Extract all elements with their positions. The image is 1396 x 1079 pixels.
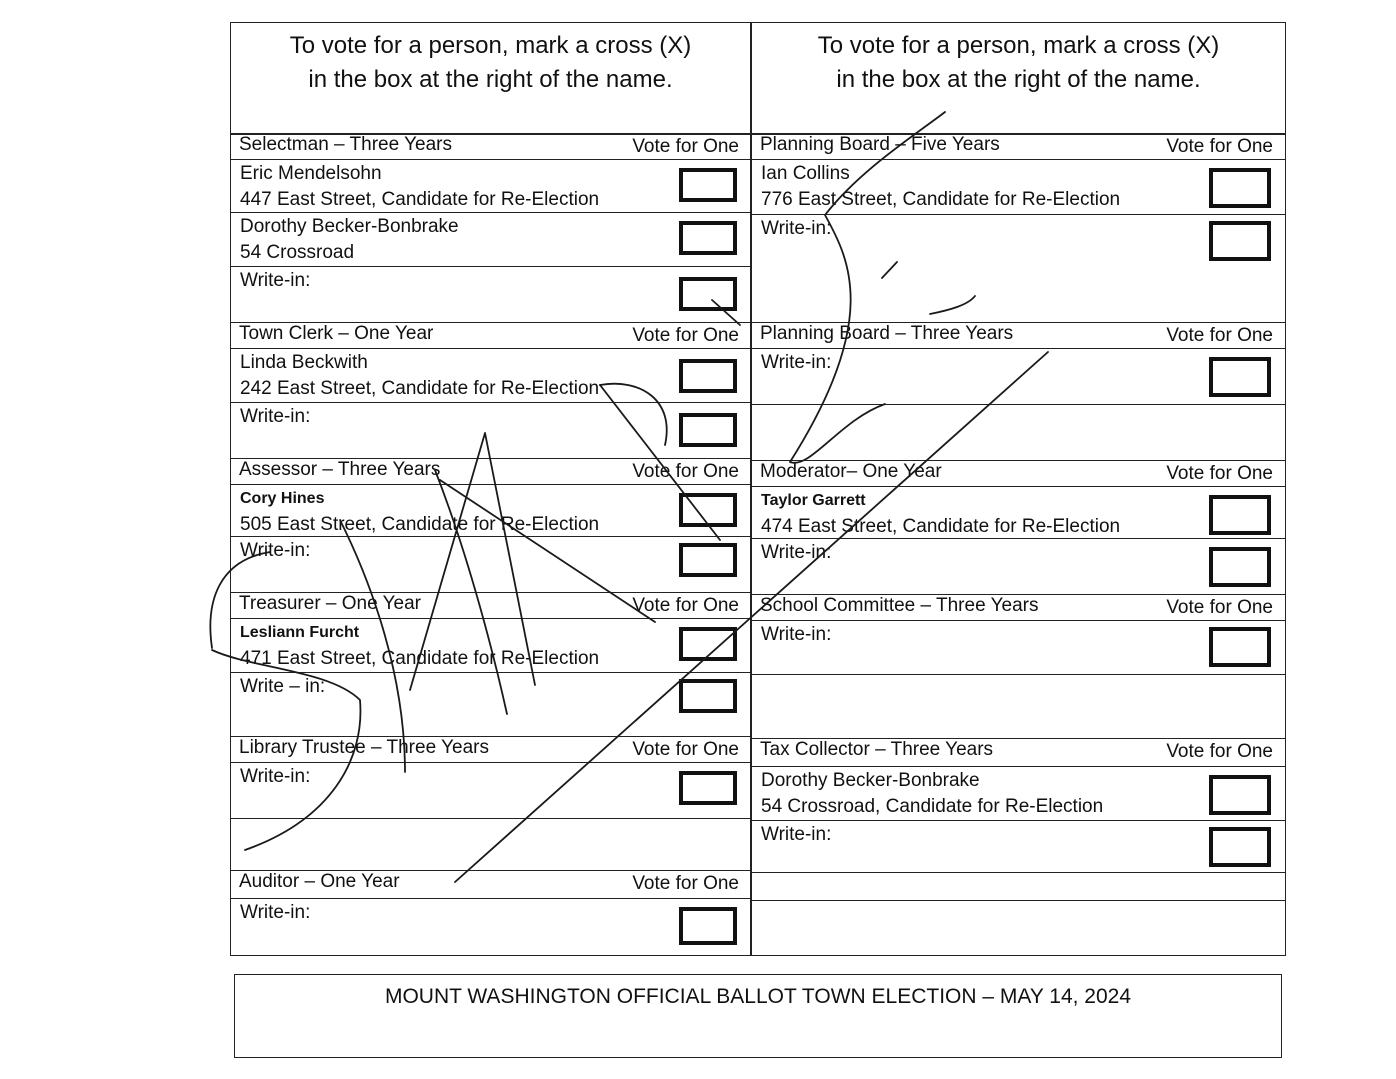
instructions-right-line2: in the box at the right of the name. [836, 66, 1201, 93]
write-in-row-planning-board-five [752, 215, 1285, 323]
candidate-row-ian-collins [752, 160, 1285, 215]
write-in-row-treasurer [231, 673, 751, 737]
vote-box-eric-mendelsohn[interactable] [679, 168, 737, 202]
vote-box-town-clerk-write-in[interactable] [679, 413, 737, 447]
candidate-name: Eric Mendelsohn [240, 163, 382, 184]
planning-board-five-header [752, 134, 1285, 160]
school-committee-header [752, 595, 1285, 621]
ballot-title: MOUNT WASHINGTON OFFICIAL BALLOT TOWN ELECTION – MAY 14, 2024 [384, 985, 1132, 1008]
candidate-detail: 505 East Street, Candidate for Re-Election [240, 514, 600, 535]
vote-for-label: Vote for One [1166, 463, 1273, 484]
office-title: School Committee – Three Years [760, 595, 1039, 616]
write-in-label: Write-in: [240, 902, 311, 923]
vote-box-taylor-garrett[interactable] [1209, 495, 1271, 535]
vote-for-label: Vote for One [632, 136, 739, 157]
office-title: Moderator– One Year [760, 461, 942, 482]
blank-row [752, 675, 1285, 739]
candidate-row-linda-beckwith [231, 349, 751, 403]
write-in-label: Write-in: [240, 540, 311, 561]
vote-box-moderator-write-in[interactable] [1209, 547, 1271, 587]
blank-row [752, 873, 1285, 901]
office-title: Library Trustee – Three Years [239, 737, 489, 758]
write-in-label: Write-in: [240, 766, 311, 787]
write-in-label: Write-in: [761, 218, 832, 239]
candidate-name: Lesliann Furcht [240, 624, 360, 641]
instructions-left-line2: in the box at the right of the name. [308, 66, 673, 93]
candidate-row-dorothy-becker-bonbrake-tax [752, 767, 1285, 821]
vote-box-planning-board-three-write-in[interactable] [1209, 357, 1271, 397]
vote-box-selectman-write-in[interactable] [679, 277, 737, 311]
instructions-left [231, 29, 750, 97]
write-in-row-town-clerk [231, 403, 751, 459]
vote-box-linda-beckwith[interactable] [679, 359, 737, 393]
write-in-label: Write-in: [240, 406, 311, 427]
write-in-row-assessor [231, 537, 751, 593]
candidate-name: Taylor Garrett [761, 492, 866, 509]
candidate-row-dorothy-becker-bonbrake [231, 213, 751, 267]
candidate-detail: 242 East Street, Candidate for Re-Election [240, 378, 600, 399]
office-title: Auditor – One Year [239, 871, 400, 892]
moderator-header [752, 461, 1285, 487]
ballot-footer [234, 974, 1282, 1058]
vote-for-label: Vote for One [1166, 136, 1273, 157]
vote-box-auditor-write-in[interactable] [679, 907, 737, 945]
candidate-detail: 776 East Street, Candidate for Re-Election [761, 189, 1121, 210]
candidate-detail: 54 Crossroad [240, 242, 355, 263]
candidate-row-taylor-garrett [752, 487, 1285, 539]
write-in-row-moderator [752, 539, 1285, 595]
write-in-label: Write – in: [240, 676, 326, 697]
candidate-name: Dorothy Becker-Bonbrake [240, 216, 459, 237]
candidate-name: Ian Collins [761, 163, 850, 184]
blank-row [231, 819, 751, 871]
write-in-label: Write-in: [761, 624, 832, 645]
vote-box-lesliann-furcht[interactable] [679, 627, 737, 661]
office-title: Planning Board – Three Years [760, 323, 1014, 344]
vote-box-treasurer-write-in[interactable] [679, 679, 737, 713]
tax-collector-header [752, 739, 1285, 767]
office-title: Tax Collector – Three Years [760, 739, 994, 760]
candidate-row-eric-mendelsohn [231, 160, 751, 213]
vote-box-cory-hines[interactable] [679, 493, 737, 527]
office-title: Town Clerk – One Year [239, 323, 434, 344]
instructions-left-line1: To vote for a person, mark a cross (X) [289, 32, 692, 59]
write-in-row-school-committee [752, 621, 1285, 675]
candidate-row-cory-hines [231, 485, 751, 537]
library-trustee-header [231, 737, 751, 763]
vote-for-label: Vote for One [632, 739, 739, 760]
write-in-label: Write-in: [761, 352, 832, 373]
vote-for-label: Vote for One [1166, 741, 1273, 762]
candidate-detail: 474 East Street, Candidate for Re-Election [761, 516, 1121, 537]
vote-for-label: Vote for One [632, 461, 739, 482]
treasurer-header [231, 593, 751, 619]
vote-for-label: Vote for One [632, 325, 739, 346]
office-title: Planning Board – Five Years [760, 134, 1000, 155]
vote-for-label: Vote for One [632, 873, 739, 894]
write-in-row-library-trustee [231, 763, 751, 819]
office-title: Assessor – Three Years [239, 459, 441, 480]
blank-row [752, 405, 1285, 461]
candidate-detail: 447 East Street, Candidate for Re-Election [240, 189, 600, 210]
vote-box-dorothy-becker-bonbrake[interactable] [679, 221, 737, 255]
assessor-header [231, 459, 751, 485]
instructions-right [752, 29, 1285, 97]
vote-box-assessor-write-in[interactable] [679, 543, 737, 577]
candidate-detail: 471 East Street, Candidate for Re-Election [240, 648, 600, 669]
candidate-detail: 54 Crossroad, Candidate for Re-Election [761, 796, 1104, 817]
candidate-row-lesliann-furcht [231, 619, 751, 673]
vote-box-ian-collins[interactable] [1209, 168, 1271, 208]
write-in-label: Write-in: [761, 542, 832, 563]
office-title: Selectman – Three Years [239, 134, 453, 155]
candidate-name: Linda Beckwith [240, 352, 368, 373]
vote-for-label: Vote for One [632, 595, 739, 616]
write-in-row-selectman [231, 267, 751, 323]
candidate-name: Dorothy Becker-Bonbrake [761, 770, 980, 791]
vote-box-dorothy-becker-bonbrake-tax[interactable] [1209, 775, 1271, 815]
planning-board-three-header [752, 323, 1285, 349]
vote-for-label: Vote for One [1166, 325, 1273, 346]
write-in-row-tax-collector [752, 821, 1285, 873]
vote-box-library-trustee-write-in[interactable] [679, 771, 737, 805]
vote-box-school-committee-write-in[interactable] [1209, 627, 1271, 667]
write-in-label: Write-in: [240, 270, 311, 291]
write-in-label: Write-in: [761, 824, 832, 845]
vote-box-tax-collector-write-in[interactable] [1209, 827, 1271, 867]
write-in-row-planning-board-three [752, 349, 1285, 405]
office-title: Treasurer – One Year [239, 593, 422, 614]
auditor-header [231, 871, 751, 899]
ballot-table [230, 22, 1286, 956]
town-clerk-header [231, 323, 751, 349]
write-in-row-auditor [231, 899, 751, 955]
candidate-name: Cory Hines [240, 490, 325, 507]
vote-for-label: Vote for One [1166, 597, 1273, 618]
instructions-right-line1: To vote for a person, mark a cross (X) [817, 32, 1220, 59]
vote-box-planning-board-five-write-in[interactable] [1209, 221, 1271, 261]
selectman-header [231, 134, 751, 160]
